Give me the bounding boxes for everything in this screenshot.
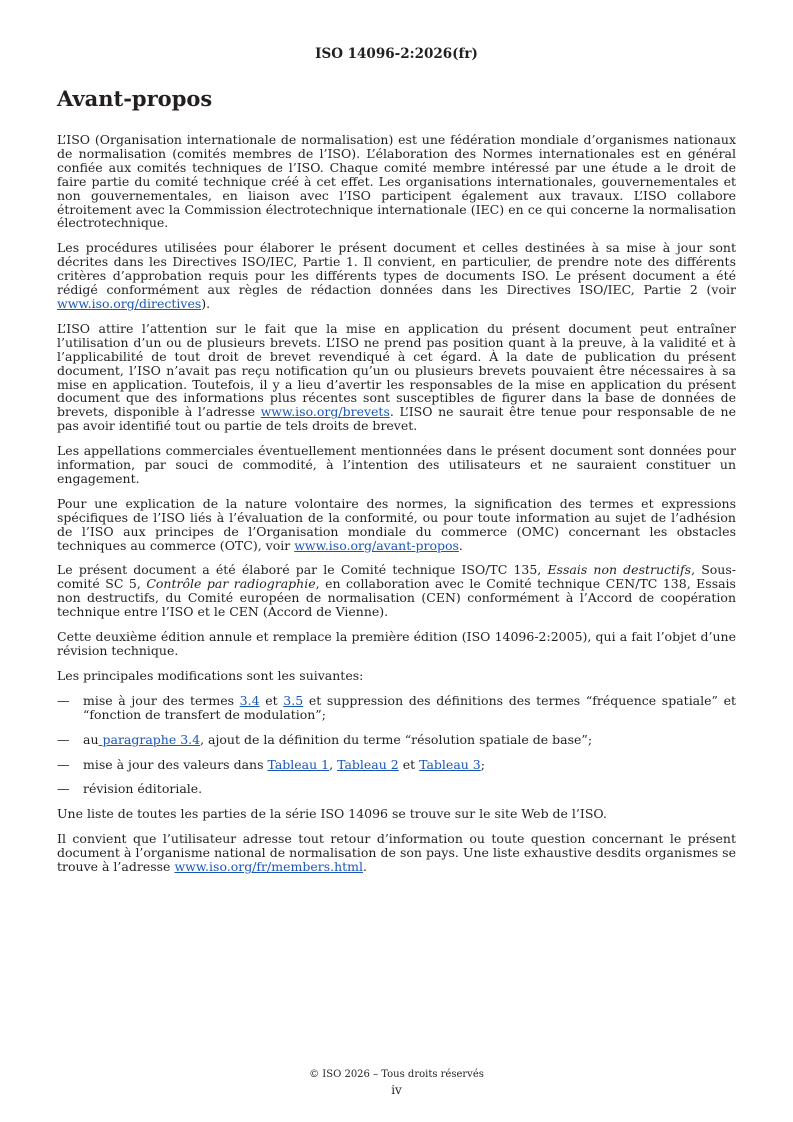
paragraph-changes-intro: Les principales modifications sont les suivantes:: [57, 667, 364, 683]
item-text: , ajout de la définition du terme “résolution spatiale de base”;: [200, 731, 593, 747]
paragraph-text: L’ISO attire l’attention sur le fait que la mise en application du présent document peut entraîner l’utilisation d’un ou de plusieurs brevets. L’ISO ne prend pas position quant à la preuve, à la validité et à l’applicabilité de tout droit de brevet revendiqué à cet égard. À la date de publication du présent document, l’ISO n’avait pas reçu notification qu’un ou plusieurs brevets pouvaient être nécessaires à sa mise en application. Toutefois, il y a lieu d’avertir les responsables de la mise en application du présent document que des informations plus récentes sont susceptibles de figurer dans la base de données de brevets, disponible à l’adresse: [57, 320, 736, 420]
item-text: et: [398, 756, 420, 772]
item-text: au: [83, 731, 99, 747]
term-3-5-link[interactable]: 3.5: [283, 692, 304, 708]
paragraph-text: Pour une explication de la nature volontaire des normes, la signification des termes et expressions spécifiques de l’ISO liés à l’évaluation de la conformité, ou pour toute information au sujet de l’adhésion de l’ISO aux principes de l’Organisation mondiale du commerce (OMC) concernant les obstacles techniques au commerce (OTC), voir: [57, 495, 736, 553]
paragraph-text: Le présent document a été élaboré par le Comité technique ISO/TC 135,: [57, 562, 548, 578]
paragraph-text: .: [458, 537, 463, 553]
paragraph-series-list: Une liste de toutes les parties de la série ISO 14096 se trouve sur le site Web de l’ISO.: [57, 806, 607, 822]
changes-list: [57, 694, 736, 797]
table-1-link[interactable]: Tableau 1: [267, 756, 330, 772]
members-link[interactable]: www.iso.org/fr/members.html: [174, 859, 364, 875]
item-text: ;: [480, 756, 485, 772]
dash-bullet: —: [57, 731, 70, 747]
paragraph-edition: Cette deuxième édition annule et remplace la première édition (ISO 14096-2:2005), qui a fait l’objet d’une révision technique.: [57, 629, 736, 658]
dash-bullet: —: [57, 756, 70, 772]
list-item: [57, 733, 736, 747]
item-text: ,: [329, 756, 338, 772]
term-3-4-link[interactable]: 3.4: [239, 692, 260, 708]
patents-link[interactable]: www.iso.org/brevets: [260, 404, 390, 420]
list-item: [57, 694, 736, 722]
paragraph-3-4-link[interactable]: paragraphe 3.4: [98, 731, 201, 747]
paragraph-text: ).: [201, 295, 211, 311]
copyright-notice: © ISO 2026 – Tous droits réservés: [309, 1069, 484, 1080]
page-number: iv: [391, 1083, 402, 1097]
paragraph-committee: [57, 563, 736, 619]
table-3-link[interactable]: Tableau 3: [419, 756, 481, 772]
subcommittee-name: Contrôle par radiographie: [146, 576, 316, 592]
document-id: ISO 14096-2:2026(fr): [315, 46, 478, 62]
page-footer: [0, 1068, 793, 1097]
list-item: [57, 782, 736, 796]
paragraph-patents: [57, 322, 736, 433]
paragraph-procedures: [57, 241, 736, 311]
dash-bullet: —: [57, 781, 70, 797]
dash-bullet: —: [57, 692, 70, 708]
main-content: [57, 86, 736, 885]
item-text: révision éditoriale.: [83, 781, 203, 797]
paragraph-text: .: [363, 859, 368, 875]
list-item: [57, 758, 736, 772]
item-text: et suppression des définitions des termes “fréquence spatiale” et “fonction de transfert de modulation”;: [83, 692, 736, 722]
item-text: mise à jour des valeurs dans: [83, 756, 268, 772]
paragraph-trade-names: Les appellations commerciales éventuellement mentionnées dans le présent document sont données pour information, par souci de commodité, à l’intention des utilisateurs et ne sauraient constituer un engagement.: [57, 443, 736, 486]
paragraph-feedback: [57, 832, 736, 874]
committee-name: Essais non destructifs: [547, 562, 692, 578]
directives-link[interactable]: www.iso.org/directives: [57, 295, 202, 311]
foreword-link[interactable]: www.iso.org/avant-propos: [294, 537, 459, 553]
item-text: mise à jour des termes: [83, 692, 240, 708]
paragraph-text: , en collaboration avec le Comité technique CEN/TC 138, Essais non destructifs, du Comité européen de normalisation (CEN) conformément à l’Accord de coopération technique entre l’ISO et le CEN (Accord de Vienne).: [57, 576, 736, 620]
paragraph-text: . L’ISO ne saurait être tenue pour responsable de ne pas avoir identifié tout ou partie de tels droits de brevet.: [57, 404, 736, 434]
page-title: Avant-propos: [57, 86, 213, 111]
paragraph-text: , Sous-comité SC 5,: [57, 562, 736, 592]
paragraph-iso-intro: L’ISO (Organisation internationale de normalisation) est une fédération mondiale d’organismes nationaux de normalisation (comités membres de l’ISO). L’élaboration des Normes internationales est en général confiée aux comités techniques de l’ISO. Chaque comité membre intéressé par une étude a le droit de faire partie du comité technique créé à cet effet. Les organisations internationales, gouvernementales et non gouvernementales, en liaison avec l’ISO participent également aux travaux. L’ISO collabore étroitement avec la Commission électrotechnique internationale (IEC) en ce qui concerne la normalisation électrotechnique.: [57, 132, 736, 231]
paragraph-text: Les procédures utilisées pour élaborer le présent document et celles destinées à sa mise à jour sont décrites dans les Directives ISO/IEC, Partie 1. Il convient, en particulier, de prendre note des différents critères d’approbation requis pour les différents types de documents ISO. Le présent document a été rédigé conformément aux règles de rédaction données dans les Directives ISO/IEC, Partie 2 (voir: [57, 240, 736, 298]
item-text: et: [259, 692, 284, 708]
paragraph-voluntary-nature: [57, 497, 736, 553]
table-2-link[interactable]: Tableau 2: [337, 756, 399, 772]
paragraph-text: Il convient que l’utilisateur adresse tout retour d’information ou toute question concernant le présent document à l’organisme national de normalisation de son pays. Une liste exhaustive desdits organismes se trouve à l’adresse: [57, 831, 736, 875]
